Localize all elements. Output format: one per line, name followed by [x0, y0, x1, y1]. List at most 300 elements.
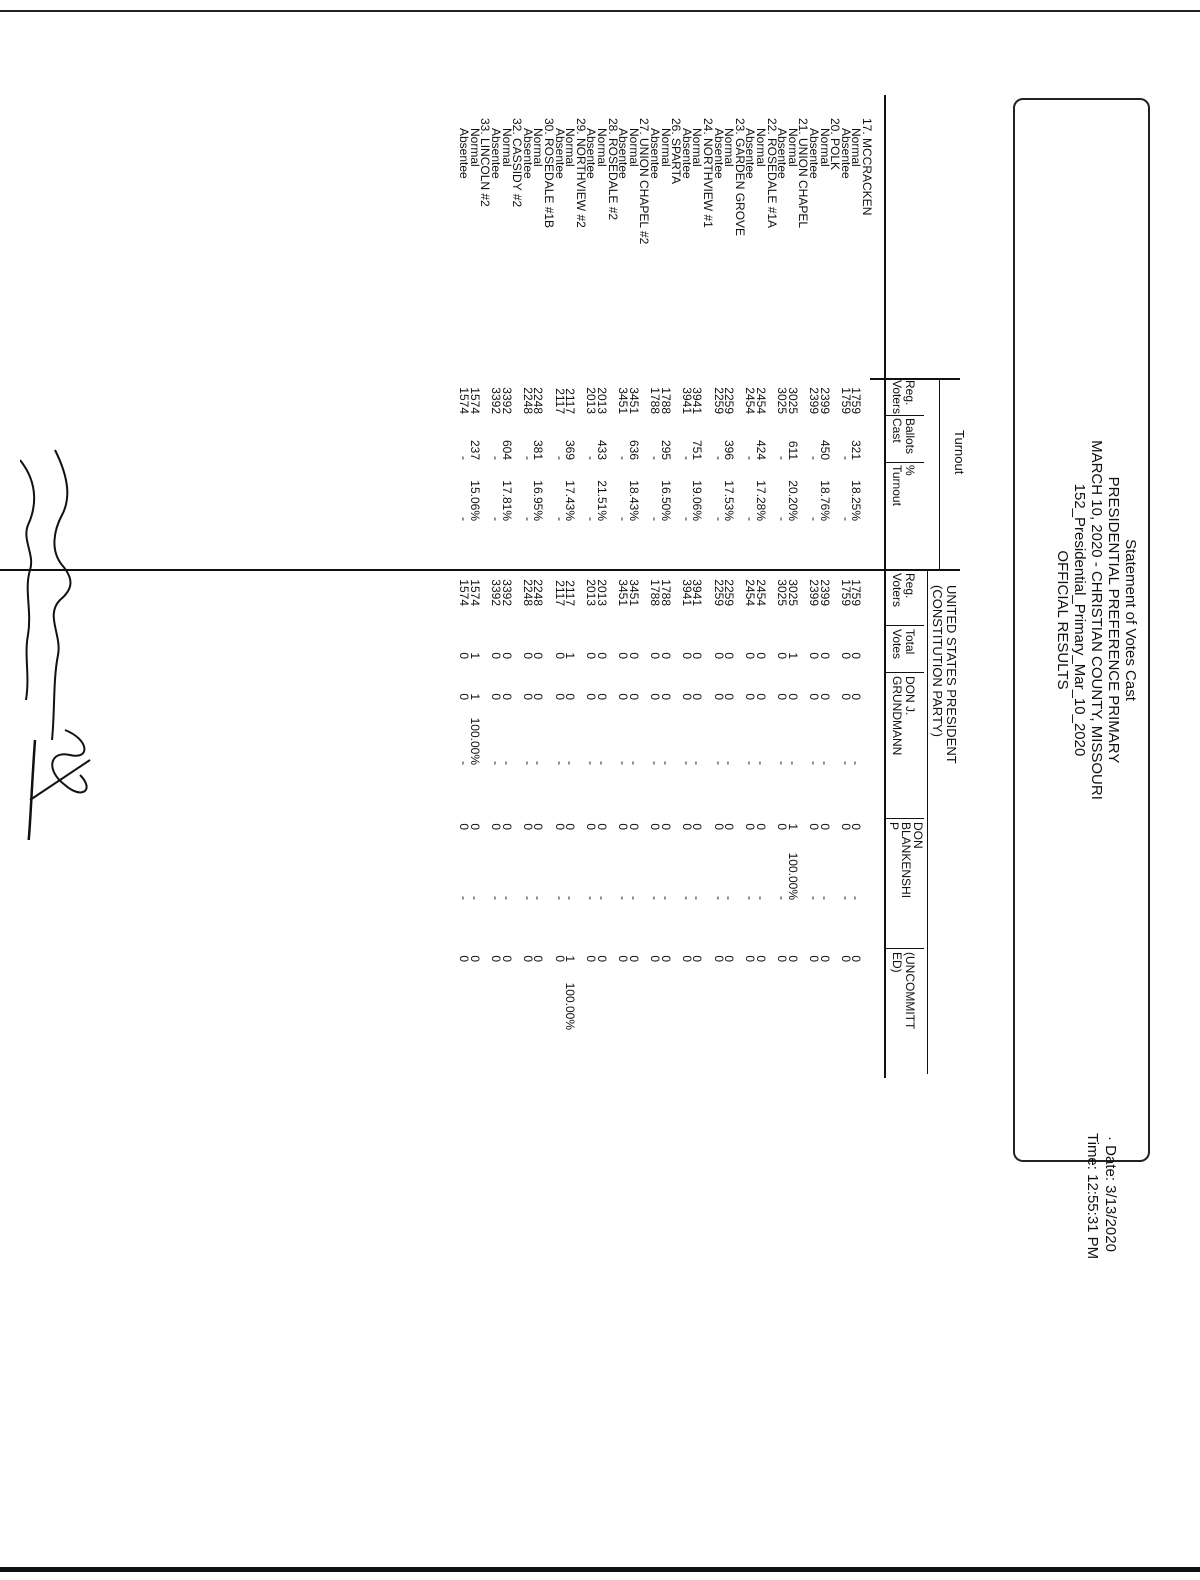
blankenship-votes-cell: 0	[679, 823, 694, 830]
ballots-cast-cell: -	[584, 456, 599, 460]
grundmann-pct-cell: -	[531, 761, 546, 765]
blankenship-votes-cell: 1	[785, 823, 800, 830]
contest-reg-voters-cell: 2399	[807, 579, 821, 606]
blankenship-pct-cell: -	[520, 896, 535, 900]
contest-reg-voters-cell: 3392	[489, 579, 503, 606]
ballots-cast-cell: 611	[785, 440, 800, 460]
reg-voters-cell: 2454	[743, 387, 758, 414]
blankenship-votes-cell: 0	[722, 823, 737, 830]
vote-type-label: Absentee	[552, 128, 567, 179]
blankenship-votes-cell: 0	[489, 823, 503, 830]
blankenship-votes-cell: 0	[595, 823, 609, 830]
grundmann-pct-cell: -	[616, 761, 631, 765]
turnout-pct-cell: 15.06%	[467, 480, 482, 521]
contest-reg-voters-cell: 2454	[754, 579, 768, 606]
grundmann-votes-cell: 0	[838, 693, 853, 700]
grundmann-pct-cell: -	[658, 761, 673, 765]
precinct-name: 21. UNION CHAPEL	[796, 118, 811, 229]
total-votes-cell: 0	[457, 652, 472, 659]
contest-reg-voters-cell: 1574	[457, 579, 472, 606]
ballots-cast-cell: -	[807, 456, 821, 460]
reg-voters-cell: 2399	[817, 387, 832, 414]
contest-reg-voters-cell: 3941	[690, 579, 705, 606]
blankenship-votes-cell: 0	[616, 823, 631, 830]
contest-reg-voters-cell: 2454	[743, 579, 758, 606]
grundmann-votes-cell: 0	[679, 693, 694, 700]
reg-voters-cell: 1759	[838, 387, 853, 414]
grundmann-pct-cell: -	[775, 761, 790, 765]
ballots-cast-cell: -	[743, 456, 758, 460]
grundmann-votes-cell: 0	[648, 693, 662, 700]
total-votes-cell: 0	[595, 652, 609, 659]
col-ballots-cast-line2: Cast	[890, 418, 904, 443]
blankenship-votes-cell: 0	[711, 823, 726, 830]
uncommitted-votes-cell: 0	[552, 955, 567, 962]
uncommitted-votes-cell: 0	[648, 955, 662, 962]
grundmann-pct-cell: -	[457, 761, 472, 765]
grundmann-pct-cell: -	[838, 761, 853, 765]
report-status: OFFICIAL RESULTS	[1054, 550, 1071, 690]
contest-reg-voters-cell: 2259	[711, 579, 726, 606]
vote-type-label: Absentee	[807, 128, 821, 179]
blankenship-votes-cell: 0	[626, 823, 641, 830]
vote-type-label: Normal	[499, 128, 514, 167]
grundmann-pct-cell: -	[489, 761, 503, 765]
uncommitted-votes-cell: 1	[563, 955, 578, 962]
precinct-name: 29. NORTHVIEW #2	[573, 118, 588, 228]
uncommitted-votes-cell: 0	[807, 955, 821, 962]
uncommitted-votes-cell: 0	[690, 955, 705, 962]
vote-type-label: Absentee	[679, 128, 694, 179]
contest-reg-voters-cell: 2248	[531, 579, 546, 606]
contest-reg-voters-cell: 2013	[584, 579, 599, 606]
ballots-cast-cell: -	[520, 456, 535, 460]
blankenship-pct-cell: -	[658, 896, 673, 900]
report-title: Statement of Votes Cast	[1122, 539, 1139, 701]
ballots-cast-cell: -	[616, 456, 631, 460]
uncommitted-votes-cell: 0	[489, 955, 503, 962]
total-votes-cell: 1	[467, 652, 482, 659]
grundmann-pct-cell: -	[499, 761, 514, 765]
contest-reg-voters-cell: 1788	[658, 579, 673, 606]
blankenship-pct-cell: -	[711, 896, 726, 900]
contest-title: UNITED STATES PRESIDENT	[944, 585, 959, 764]
blankenship-pct-cell: -	[817, 896, 832, 900]
grundmann-votes-cell: 0	[489, 693, 503, 700]
ballots-cast-cell: 321	[849, 439, 864, 460]
col-ballots-cast-line1: Ballots	[903, 418, 917, 455]
turnout-pct-cell: -	[457, 517, 472, 521]
ballots-cast-cell: 433	[595, 439, 609, 460]
contest-reg-voters-cell: 1759	[849, 579, 864, 606]
ballots-cast-cell: -	[648, 456, 662, 460]
turnout-pct-cell: 16.95%	[531, 480, 546, 521]
contest-reg-voters-cell: 3025	[785, 579, 800, 606]
col-grundmann-line1: DON J.	[903, 676, 917, 716]
grundmann-pct-cell: -	[754, 761, 768, 765]
total-votes-cell: 0	[711, 652, 726, 659]
ballots-cast-cell: 751	[690, 439, 705, 460]
blankenship-pct-cell: 100.00%	[785, 852, 800, 900]
ballots-cast-cell: -	[775, 456, 790, 460]
grundmann-votes-cell: 0	[807, 693, 821, 700]
turnout-pct-cell: 17.43%	[563, 480, 578, 521]
reg-voters-cell: 1574	[467, 387, 482, 414]
turnout-pct-cell: -	[743, 517, 758, 521]
reg-voters-cell: 2013	[595, 387, 609, 414]
turnout-pct-cell: -	[711, 517, 726, 521]
grundmann-pct-cell: -	[626, 761, 641, 765]
header-tick	[886, 948, 924, 949]
report-time: Time: 12:55:31 PM	[1084, 1133, 1101, 1260]
turnout-pct-cell: 16.50%	[658, 480, 673, 521]
col-reg-voters-line2: Voters	[890, 380, 904, 415]
vote-type-label: Absentee	[489, 128, 503, 179]
grundmann-pct-cell: -	[690, 761, 705, 765]
vote-type-label: Absentee	[457, 128, 472, 179]
contest-reg-voters-cell: 2399	[817, 579, 832, 606]
grundmann-pct-cell: -	[584, 761, 599, 765]
precinct-name: 30. ROSEDALE #1B	[542, 118, 556, 229]
uncommitted-votes-cell: 0	[595, 955, 609, 962]
blankenship-votes-cell: 0	[658, 823, 673, 830]
reg-voters-cell: 1788	[648, 387, 662, 414]
blankenship-votes-cell: 0	[552, 823, 567, 830]
turnout-header-rule	[939, 378, 940, 569]
blankenship-votes-cell: 0	[520, 823, 535, 830]
blankenship-pct-cell: -	[489, 896, 503, 900]
vote-type-label: Normal	[658, 128, 673, 167]
vote-type-label: Absentee	[616, 128, 631, 179]
uncommitted-votes-cell: 0	[817, 955, 832, 962]
reg-voters-cell: 2013	[584, 387, 599, 414]
total-votes-cell: 0	[584, 652, 599, 659]
reg-voters-cell: 2248	[520, 387, 535, 414]
grundmann-votes-cell: 0	[531, 693, 546, 700]
ballots-cast-cell: 381	[531, 439, 546, 460]
grundmann-pct-cell: -	[648, 761, 662, 765]
reg-voters-cell: 1574	[457, 387, 472, 414]
ballots-cast-cell: -	[679, 456, 694, 460]
reg-voters-cell: 3025	[785, 387, 800, 414]
grundmann-votes-cell: 0	[658, 693, 673, 700]
vote-type-label: Normal	[531, 128, 546, 167]
blankenship-votes-cell: 0	[743, 823, 758, 830]
grundmann-pct-cell: -	[807, 761, 821, 765]
uncommitted-votes-cell: 0	[849, 955, 864, 962]
header-tick	[886, 415, 924, 416]
contest-reg-voters-cell: 3941	[679, 579, 694, 606]
grundmann-pct-cell: -	[743, 761, 758, 765]
grundmann-pct-cell: -	[722, 761, 737, 765]
ballots-cast-cell: 295	[658, 439, 673, 460]
col-blankenship-line3: P	[887, 822, 901, 831]
blankenship-votes-cell: 0	[563, 823, 578, 830]
vote-type-label: Normal	[595, 128, 609, 167]
grundmann-votes-cell: 0	[743, 693, 758, 700]
vote-type-label: Normal	[467, 128, 482, 167]
grundmann-votes-cell: 0	[457, 693, 472, 700]
uncommitted-votes-cell: 0	[499, 955, 514, 962]
grundmann-votes-cell: 0	[785, 693, 800, 700]
grundmann-votes-cell: 0	[563, 693, 578, 700]
grundmann-votes-cell: 1	[467, 693, 482, 700]
total-votes-cell: 0	[626, 652, 641, 659]
total-votes-cell: 0	[531, 652, 546, 659]
report-subtitle: PRESIDENTIAL PREFERENCE PRIMARY	[1105, 476, 1122, 764]
grundmann-votes-cell: 0	[722, 693, 737, 700]
turnout-pct-cell: 18.25%	[849, 480, 864, 521]
precinct-name: 17. MCCRACKEN	[860, 118, 874, 216]
total-votes-cell: 0	[817, 652, 832, 659]
contest-reg-voters-cell: 1759	[838, 579, 853, 606]
uncommitted-votes-cell: 0	[711, 955, 726, 962]
reg-voters-cell: 3941	[679, 387, 694, 414]
header-tick	[886, 672, 924, 673]
blankenship-pct-cell: -	[648, 896, 662, 900]
contest-reg-voters-cell: 3025	[775, 579, 790, 606]
ballots-cast-cell: -	[489, 456, 503, 460]
blankenship-votes-cell: 0	[648, 823, 662, 830]
blankenship-pct-cell: -	[584, 896, 599, 900]
contest-reg-voters-cell: 2117	[563, 580, 578, 606]
vote-type-label: Normal	[817, 128, 832, 167]
precinct-name: 27. UNION CHAPEL #2	[637, 118, 652, 245]
vote-type-label: Normal	[849, 128, 864, 167]
contest-reg-voters-cell: 2013	[595, 579, 609, 606]
vote-type-label: Absentee	[520, 128, 535, 179]
reg-voters-cell: 1788	[658, 387, 673, 414]
col-contest-reg-voters-line2: Voters	[890, 573, 904, 608]
grundmann-votes-cell: 0	[616, 693, 631, 700]
grundmann-pct-cell: -	[520, 761, 535, 765]
turnout-pct-cell: -	[648, 517, 662, 521]
grundmann-votes-cell: 0	[849, 693, 864, 700]
vote-type-label: Normal	[722, 128, 737, 167]
contest-reg-voters-cell: 3392	[499, 579, 514, 606]
blankenship-pct-cell: -	[690, 896, 705, 900]
vote-type-label: Absentee	[711, 128, 726, 179]
vote-type-label: Absentee	[838, 128, 853, 179]
total-votes-cell: 0	[690, 652, 705, 659]
turnout-pct-cell: -	[807, 517, 821, 521]
total-votes-cell: 0	[775, 652, 790, 659]
contest-reg-voters-cell: 2259	[722, 579, 737, 606]
official-signatures	[20, 440, 190, 840]
col-turnout-pct-line2: Turnout	[890, 465, 904, 506]
turnout-pct-cell: 17.53%	[722, 480, 737, 521]
turnout-pct-cell: 20.20%	[785, 480, 800, 521]
grundmann-votes-cell: 0	[754, 693, 768, 700]
total-votes-cell: 0	[838, 652, 853, 659]
uncommitted-votes-cell: 0	[457, 955, 472, 962]
uncommitted-votes-cell: 0	[722, 955, 737, 962]
blankenship-pct-cell: -	[563, 896, 578, 900]
ballots-cast-cell: 369	[563, 439, 578, 460]
reg-voters-cell: 2117	[552, 388, 567, 414]
ballots-cast-cell: 450	[817, 439, 832, 460]
blankenship-pct-cell: -	[499, 896, 514, 900]
grundmann-votes-cell: 0	[817, 693, 832, 700]
turnout-pct-cell: -	[775, 517, 790, 521]
total-votes-cell: 0	[552, 652, 567, 659]
total-votes-cell: 0	[849, 652, 864, 659]
vote-type-label: Absentee	[648, 128, 662, 179]
turnout-pct-cell: -	[616, 517, 631, 521]
total-votes-cell: 0	[722, 652, 737, 659]
ballots-cast-cell: -	[457, 456, 472, 460]
blankenship-votes-cell: 0	[754, 823, 768, 830]
total-votes-cell: 1	[785, 652, 800, 659]
contest-reg-voters-cell: 2117	[552, 580, 567, 606]
turnout-pct-cell: -	[838, 517, 853, 521]
turnout-pct-cell: 17.81%	[499, 480, 514, 521]
grundmann-pct-cell: -	[817, 761, 832, 765]
reg-voters-cell: 2399	[807, 387, 821, 414]
uncommitted-votes-cell: 0	[467, 955, 482, 962]
turnout-pct-cell: 21.51%	[595, 480, 609, 521]
vote-type-label: Absentee	[743, 128, 758, 179]
report-election-id: 152_Presidential_Primary_Mar_10_2020	[1071, 483, 1088, 757]
vote-type-label: Absentee	[584, 128, 599, 179]
ballots-cast-cell: 237	[467, 439, 482, 460]
grundmann-pct-cell: -	[785, 761, 800, 765]
blankenship-pct-cell: -	[552, 896, 567, 900]
blankenship-pct-cell: -	[807, 896, 821, 900]
reg-voters-cell: 2248	[531, 387, 546, 414]
uncommitted-votes-cell: 0	[679, 955, 694, 962]
blankenship-votes-cell: 0	[807, 823, 821, 830]
contest-reg-voters-cell: 2248	[520, 579, 535, 606]
reg-voters-cell: 3025	[775, 387, 790, 414]
col-uncommitted-line1: (UNCOMMITT	[903, 952, 917, 1030]
total-votes-cell: 0	[489, 652, 503, 659]
grundmann-pct-cell: -	[563, 761, 578, 765]
grundmann-votes-cell: 0	[775, 693, 790, 700]
contest-header-rule	[927, 569, 928, 1074]
precinct-name: 20. POLK	[828, 118, 843, 171]
col-turnout-pct-line1: %	[903, 465, 917, 476]
reg-voters-cell: 2117	[563, 388, 578, 414]
vote-type-label: Normal	[690, 128, 705, 167]
total-votes-cell: 0	[807, 652, 821, 659]
uncommitted-votes-cell: 0	[838, 955, 853, 962]
blankenship-pct-cell: -	[849, 896, 864, 900]
total-votes-cell: 1	[563, 652, 578, 659]
turnout-pct-cell: -	[520, 517, 535, 521]
blankenship-votes-cell: 0	[690, 823, 705, 830]
reg-voters-cell: 1759	[849, 387, 864, 414]
precinct-name: 32. CASSIDY #2	[510, 118, 525, 208]
ballots-cast-cell: 396	[722, 439, 737, 460]
blankenship-pct-cell: -	[775, 896, 790, 900]
reg-voters-cell: 3451	[626, 387, 641, 414]
blankenship-votes-cell: 0	[817, 823, 832, 830]
vote-type-label: Normal	[785, 128, 800, 167]
grundmann-votes-cell: 0	[552, 693, 567, 700]
col-total-votes-line1: Total	[903, 629, 917, 655]
col-reg-voters-line1: Reg.	[903, 380, 917, 406]
header-tick	[886, 625, 924, 626]
col-contest-reg-voters-line1: Reg.	[903, 573, 917, 599]
blankenship-pct-cell: -	[457, 896, 472, 900]
report-date: · Date: 3/13/2020	[1102, 1136, 1119, 1252]
precinct-name: 33. LINCOLN #2	[478, 118, 493, 207]
reg-voters-cell: 2259	[711, 387, 726, 414]
blankenship-pct-cell: -	[467, 896, 482, 900]
total-votes-cell: 0	[679, 652, 694, 659]
uncommitted-votes-cell: 0	[754, 955, 768, 962]
grundmann-votes-cell: 0	[595, 693, 609, 700]
col-blankenship-line1: DON	[911, 822, 925, 849]
blankenship-votes-cell: 0	[838, 823, 853, 830]
precinct-name: 26. SPARTA	[669, 118, 684, 185]
blankenship-votes-cell: 0	[467, 823, 482, 830]
blankenship-pct-cell: -	[754, 896, 768, 900]
precinct-name: 23. GARDEN GROVE	[732, 118, 747, 237]
header-tick	[886, 462, 924, 463]
total-votes-cell: 0	[743, 652, 758, 659]
precinct-name: 28. ROSEDALE #2	[605, 118, 620, 221]
uncommitted-pct-cell: 100.00%	[563, 982, 578, 1030]
ballots-cast-cell: 424	[754, 439, 768, 460]
total-votes-cell: 0	[499, 652, 514, 659]
contest-reg-voters-cell: 3451	[626, 579, 641, 606]
blankenship-pct-cell: -	[531, 896, 546, 900]
grundmann-pct-cell: -	[552, 761, 567, 765]
header-tick	[886, 818, 924, 819]
vote-type-label: Normal	[563, 128, 578, 167]
turnout-pct-cell: -	[584, 517, 599, 521]
uncommitted-votes-cell: 0	[616, 955, 631, 962]
blankenship-pct-cell: -	[616, 896, 631, 900]
uncommitted-votes-cell: 0	[520, 955, 535, 962]
grundmann-pct-cell: -	[679, 761, 694, 765]
uncommitted-votes-cell: 0	[531, 955, 546, 962]
grundmann-pct-cell: -	[711, 761, 726, 765]
reg-voters-cell: 2259	[722, 387, 737, 414]
turnout-pct-cell: -	[489, 517, 503, 521]
reg-voters-cell: 3392	[489, 387, 503, 414]
reg-voters-cell: 3451	[616, 387, 631, 414]
col-total-votes-line2: Votes	[890, 629, 904, 660]
vote-type-label: Normal	[754, 128, 768, 167]
turnout-pct-cell: 18.43%	[626, 480, 641, 521]
total-votes-cell: 0	[648, 652, 662, 659]
uncommitted-votes-cell: 0	[775, 955, 790, 962]
column-header-rule	[884, 95, 886, 1078]
turnout-pct-cell: 18.76%	[817, 480, 832, 521]
vote-type-label: Normal	[626, 128, 641, 167]
contest-reg-voters-cell: 3451	[616, 579, 631, 606]
blankenship-votes-cell: 0	[499, 823, 514, 830]
grundmann-votes-cell: 0	[690, 693, 705, 700]
blankenship-votes-cell: 0	[457, 823, 472, 830]
turnout-pct-cell: 17.28%	[754, 480, 768, 521]
grundmann-votes-cell: 0	[711, 693, 726, 700]
blankenship-pct-cell: -	[743, 896, 758, 900]
reg-voters-cell: 3392	[499, 387, 514, 414]
grundmann-pct-cell: -	[849, 761, 864, 765]
blankenship-pct-cell: -	[595, 896, 609, 900]
reg-voters-cell: 2454	[754, 387, 768, 414]
ballots-cast-cell: -	[838, 456, 853, 460]
col-grundmann-line2: GRUNDMANN	[890, 676, 904, 756]
total-votes-cell: 0	[658, 652, 673, 659]
blankenship-votes-cell: 0	[775, 823, 790, 830]
uncommitted-votes-cell: 0	[584, 955, 599, 962]
blankenship-votes-cell: 0	[584, 823, 599, 830]
